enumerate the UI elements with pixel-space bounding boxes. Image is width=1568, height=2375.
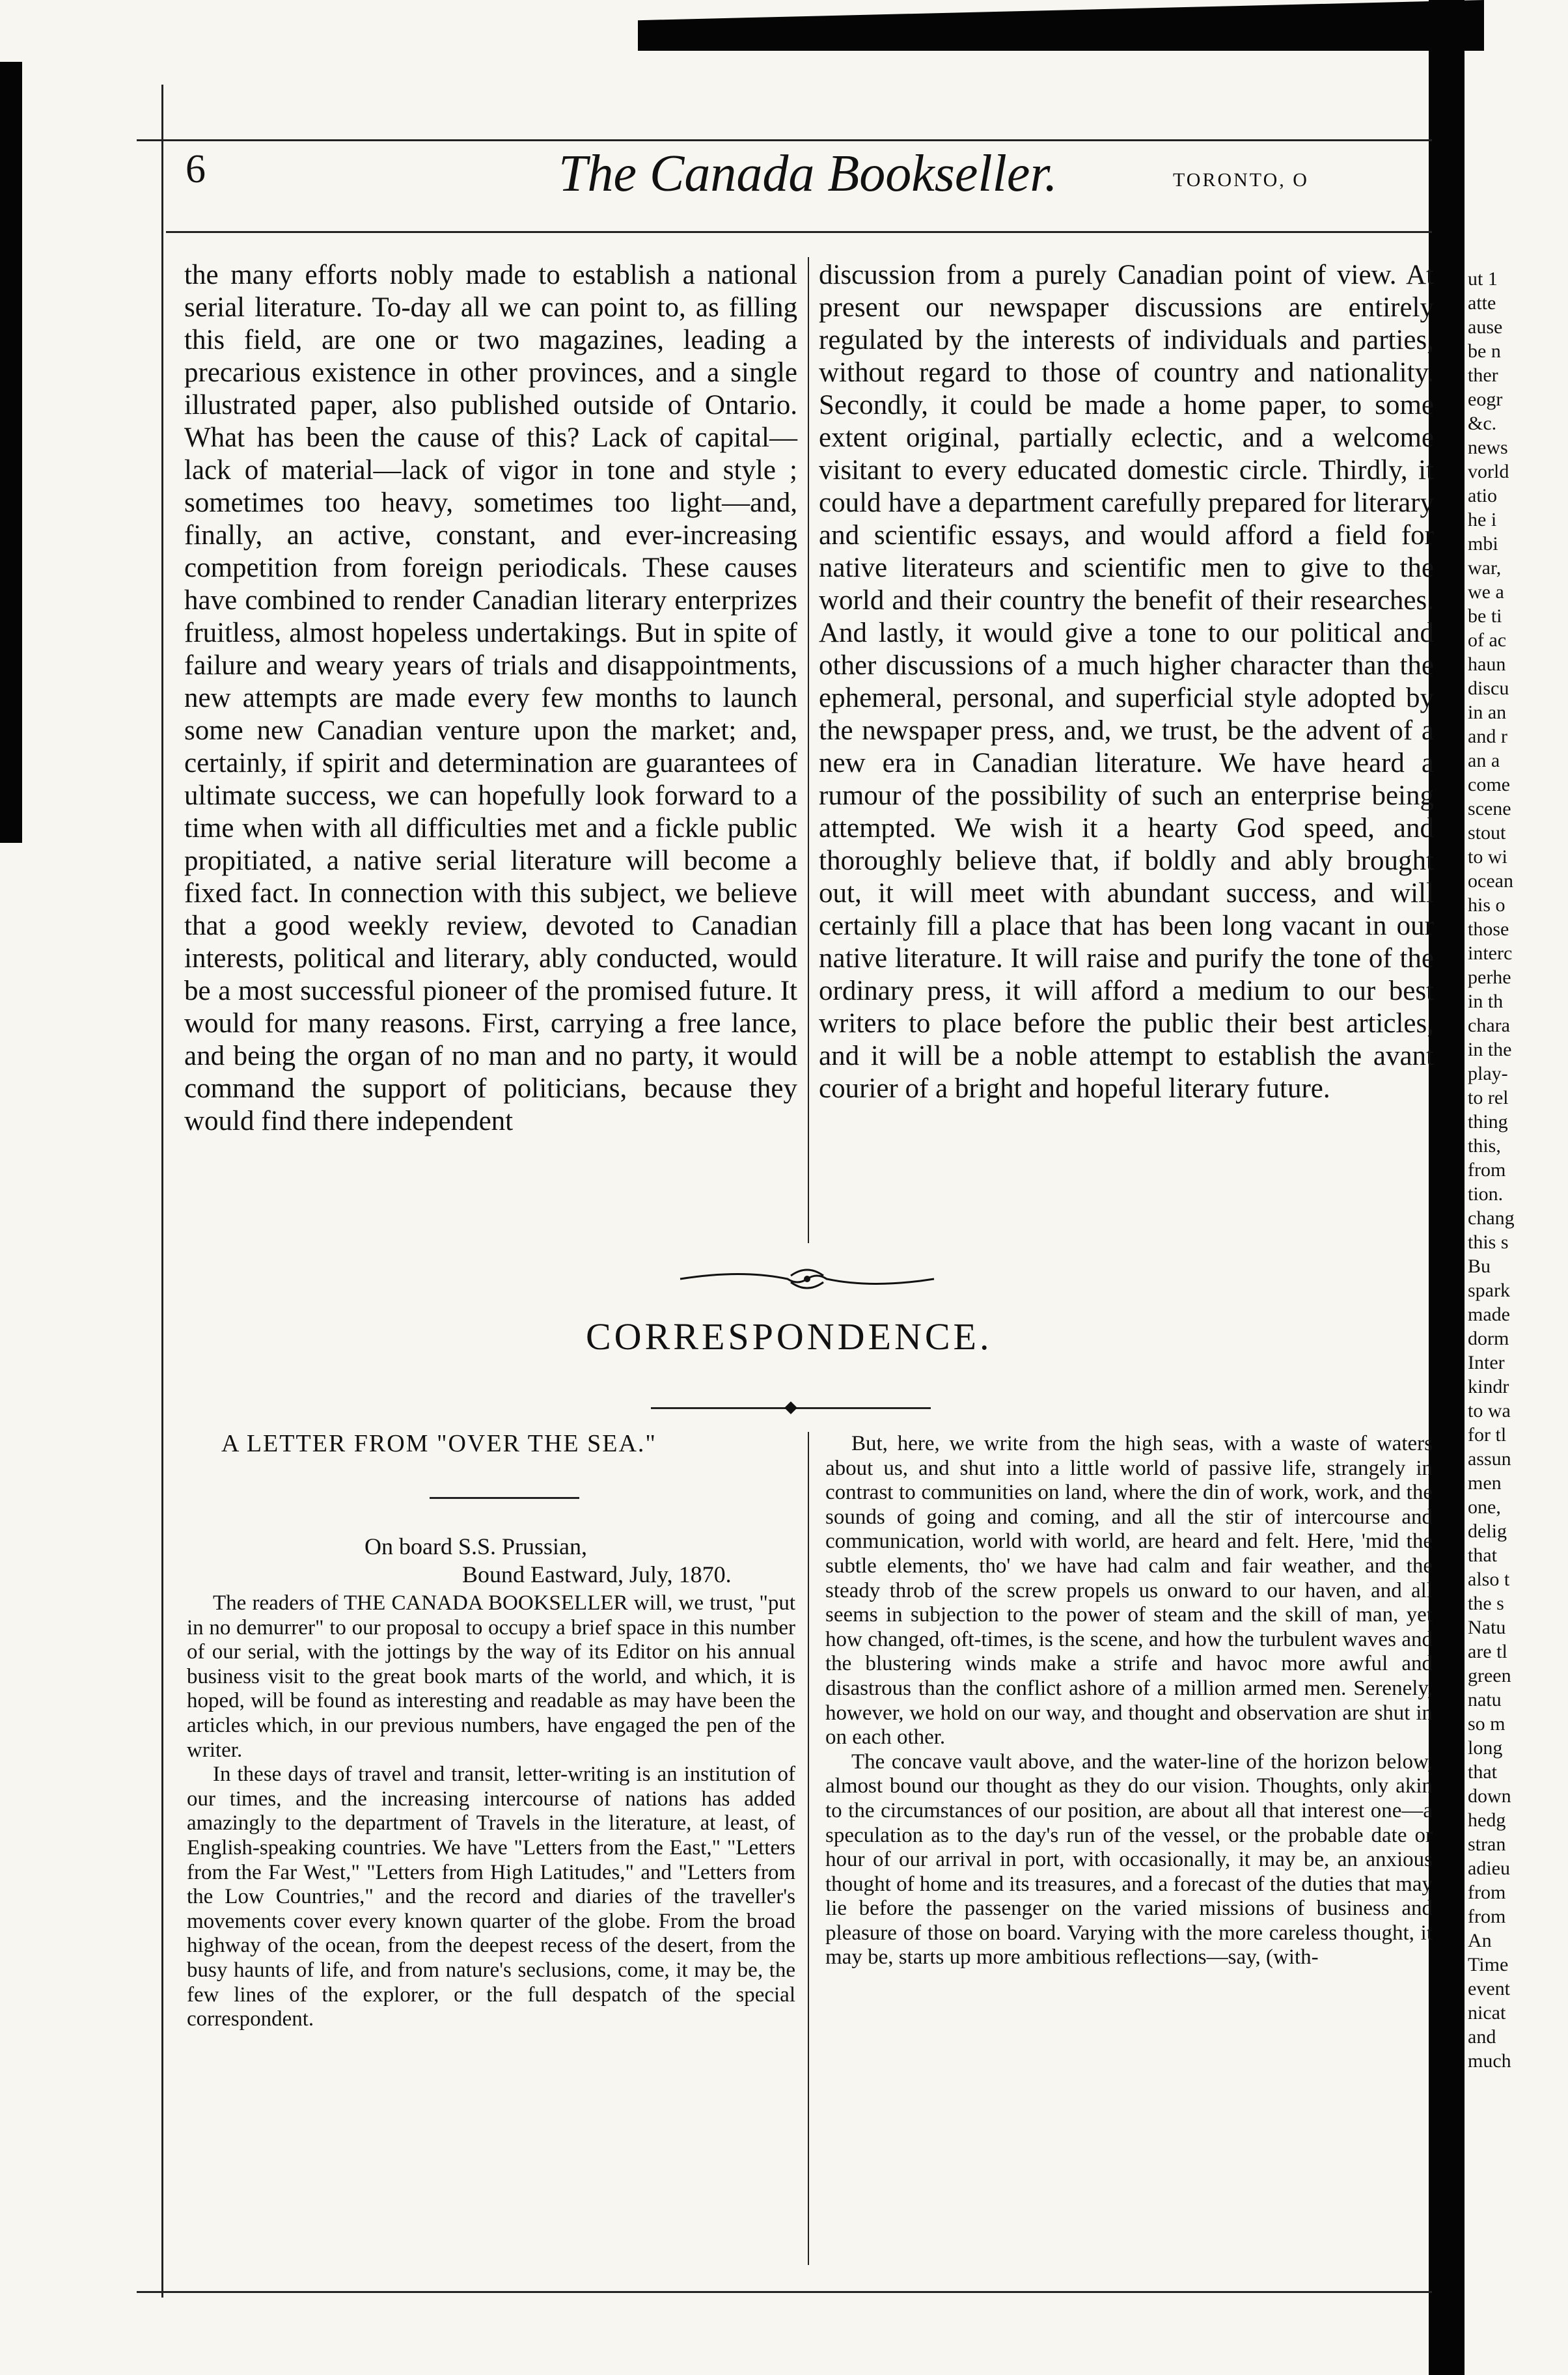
adjacent-page-fragment: in an: [1468, 702, 1507, 723]
adjacent-page-fragment: An: [1468, 1930, 1492, 1951]
adjacent-page-fragment: assun: [1468, 1448, 1511, 1470]
journal-title: The Canada Bookseller.: [558, 145, 1058, 202]
adjacent-page-fragment: vorld: [1468, 461, 1509, 482]
dateline-date: Bound Eastward, July, 1870.: [462, 1561, 732, 1587]
scan-left-bar: [0, 62, 22, 843]
letter-paragraph: In these days of travel and transit, letter-writing is an institution of our times, and the increasing intercourse of nations has added amazingly to the department of Travels in the literature, at least, of English-speaking countries. We have "Letters from the East," "Letters from the Far West," "Letters from High Latitudes," and "Letters from the Low Countries," and the record and diaries of the traveller's movements cover every known quarter of the globe. From the broad highway of the ocean, from the deepest recess of the desert, from the busy haunts of life, and from nature's seclusions, come, it may be, the few lines of the explorer, or the full despatch of the special correspondent.: [187, 1763, 795, 2031]
editorial-right-column: [819, 259, 1434, 1105]
adjacent-page-fragment: delig: [1468, 1520, 1507, 1542]
adjacent-page-fragment: nicat: [1468, 2002, 1506, 2024]
editorial-right-text: discussion from a purely Canadian point of view. At present our newspaper discussions are entirely regulated by the interests of individuals and parties, without regard to those of country and nationality. Secondly, it could be made a home paper, to some extent original, partially eclectic, and a welcome visitant to every educated domestic circle. Thirdly, it could have a department carefully prepared for literary and scientific essays, and would afford a field for native literateurs and scientific men to give to the world and their country the benefit of their researches. And lastly, it would give a tone to our political and other discussions of a much higher character than the ephemeral, personal, and superficial style adopted by the newspaper press, and, we trust, be the advent of a new era in Canadian literature. We have heard a rumour of the possibility of such an enterprise being attempted. We wish it a hearty God speed, and thoroughly believe that, if boldly and ably brought out, it will meet with abundant success, and will certainly fill a place that has been long vacant in our native literature. It will raise and purify the tone of the ordinary press, it will afford a medium to our best writers to place before the public their best articles, and it will be a noble attempt to establish the avant courier of a bright and hopeful literary future.: [819, 260, 1434, 1104]
adjacent-page-fragment: this,: [1468, 1135, 1501, 1157]
adjacent-page-fragment: his o: [1468, 894, 1506, 916]
adjacent-page-fragment: perhe: [1468, 967, 1511, 988]
section-rule-diamond: [784, 1401, 797, 1414]
adjacent-page-fragment: mbi: [1468, 533, 1498, 555]
adjacent-page-fragment: to rel: [1468, 1087, 1509, 1108]
adjacent-page-fragment: for tl: [1468, 1424, 1507, 1446]
adjacent-page-fragment: from: [1468, 1159, 1506, 1181]
adjacent-page-fragment: atte: [1468, 292, 1496, 314]
adjacent-page-fragment: interc: [1468, 942, 1513, 964]
adjacent-page-fragment: event: [1468, 1978, 1510, 1999]
adjacent-page-fragment: ause: [1468, 316, 1503, 338]
adjacent-page-fragment: so m: [1468, 1713, 1506, 1735]
adjacent-page-fragment: we a: [1468, 581, 1504, 603]
column-divider-bottom: [808, 1432, 809, 2265]
letter-paragraph: The concave vault above, and the water-line of the horizon below, almost bound our thought as they do our vision. Thoughts, only akin to the circumstances of our position, are about all that interest one—a speculation as to the day's run of the vessel, or the probable date or hour of our arrival in port, with occasionally, it may be, an anxious thought of home and its treasures, and a forecast of the duties that may lie before the passenger on the varied missions of business and pleasure of those on board. Varying with the more careless thought, it may be, starts up more ambitious reflections—say, (with-: [825, 1750, 1433, 1970]
adjacent-page-fragment: stran: [1468, 1833, 1506, 1855]
adjacent-page-fragment: in th: [1468, 991, 1504, 1012]
adjacent-page-fragment: natu: [1468, 1689, 1502, 1710]
adjacent-page-fragment: scene: [1468, 798, 1511, 819]
adjacent-page-fragment: Inter: [1468, 1352, 1505, 1373]
section-title: CORRESPONDENCE.: [586, 1315, 993, 1358]
adjacent-page-fragment: he i: [1468, 509, 1497, 530]
adjacent-page-fragment: men: [1468, 1472, 1502, 1494]
footer-rule: [137, 2291, 1432, 2293]
adjacent-page-fragment: tion.: [1468, 1183, 1504, 1205]
adjacent-page-fragment: made: [1468, 1304, 1510, 1325]
adjacent-page-fragment: ut 1: [1468, 268, 1498, 290]
adjacent-page-fragment: war,: [1468, 557, 1502, 579]
letter-paragraph: The readers of THE CANADA BOOKSELLER will, we trust, "put in no demurrer" to our proposal to occupy a brief space in this number of our serial, with the jottings by the way of its Editor on his annual business visit to the great book marts of the world, and which, it is hoped, will be found as interesting and readable as may have been the articles which, in our previous numbers, have engaged the pen of the writer.: [187, 1591, 795, 1762]
letter-title: A LETTER FROM "OVER THE SEA.": [221, 1430, 657, 1457]
adjacent-page-fragment: chara: [1468, 1015, 1510, 1036]
adjacent-page-fragment: down: [1468, 1785, 1511, 1807]
adjacent-page-fragment: thing: [1468, 1111, 1508, 1133]
adjacent-page-fragment: stout: [1468, 822, 1506, 844]
adjacent-page-fragment: of ac: [1468, 629, 1507, 651]
adjacent-page-fragment: an a: [1468, 750, 1500, 771]
scan-right-bar: [1429, 0, 1465, 2375]
adjacent-page-fragment: this s: [1468, 1231, 1509, 1253]
running-head-right: TORONTO, O: [1173, 169, 1309, 191]
adjacent-page-fragment: haun: [1468, 653, 1506, 675]
adjacent-page-fragment: come: [1468, 774, 1510, 795]
adjacent-page-fragment: Natu: [1468, 1617, 1506, 1638]
page-number: 6: [186, 147, 206, 191]
adjacent-page-fragment: also t: [1468, 1569, 1510, 1590]
dateline-ship: On board S.S. Prussian,: [364, 1533, 588, 1559]
adjacent-page-fragment: those: [1468, 918, 1509, 940]
page-left-border: [161, 85, 163, 2298]
adjacent-page-fragment: and r: [1468, 726, 1507, 747]
editorial-left-column: [184, 259, 797, 1138]
adjacent-page-fragment: Time: [1468, 1954, 1509, 1975]
adjacent-page-fragment: ocean: [1468, 870, 1513, 892]
adjacent-page-fragment: Bu: [1468, 1256, 1491, 1277]
adjacent-page-fragment: dorm: [1468, 1328, 1509, 1349]
adjacent-page-fragment: news: [1468, 437, 1508, 458]
letter-paragraph: But, here, we write from the high seas, with a waste of waters about us, and shut into a little world of passive life, strangely in contrast to communities on land, where the din of work, work, and the sounds of going and coming, and all the stir of intercourse and communication, world with world, are heard and felt. Here, 'mid the subtle elements, tho' we have had calm and fair weather, and the steady throb of the screw propels us onward to our haven, and all seems in subjection to the power of steam and the skill of man, yet how changed, oft-times, is the scene, and how the turbulent waves and the blustering winds make a strife and havoc more awful and disastrous than the conflict ashore of a million armed men. Serenely, however, we hold on our way, and thought and observation are shut in on each other.: [825, 1432, 1433, 1750]
adjacent-page-fragment: long: [1468, 1737, 1503, 1759]
adjacent-page-fragment: be n: [1468, 340, 1501, 362]
adjacent-page-column: [1468, 267, 1565, 2073]
adjacent-page-fragment: kindr: [1468, 1376, 1509, 1397]
adjacent-page-fragment: hedg: [1468, 1809, 1506, 1831]
adjacent-page-fragment: from: [1468, 1906, 1506, 1927]
adjacent-page-fragment: &c.: [1468, 413, 1497, 434]
adjacent-page-fragment: and: [1468, 2026, 1496, 2048]
adjacent-page-fragment: one,: [1468, 1496, 1501, 1518]
adjacent-page-fragment: play-: [1468, 1063, 1508, 1084]
adjacent-page-fragment: eogr: [1468, 389, 1503, 410]
adjacent-page-fragment: to wi: [1468, 846, 1507, 868]
adjacent-page-fragment: chang: [1468, 1207, 1515, 1229]
letter-right-column: [825, 1432, 1433, 1970]
adjacent-page-fragment: ther: [1468, 364, 1498, 386]
scan-top-bar: [638, 0, 1484, 51]
adjacent-page-fragment: that: [1468, 1544, 1497, 1566]
flourish-ornament: [677, 1263, 937, 1295]
header-rule-bottom: [166, 231, 1432, 233]
adjacent-page-fragment: that: [1468, 1761, 1497, 1783]
adjacent-page-fragment: to wa: [1468, 1400, 1511, 1421]
header-rule-top: [137, 139, 1432, 141]
adjacent-page-fragment: much: [1468, 2050, 1511, 2072]
column-divider-top: [808, 257, 809, 1243]
editorial-left-text: the many efforts nobly made to establish a national serial literature. To-day all we can point to, as filling this field, are one or two magazines, leading a precarious existence in other provinces, and a single illustrated paper, also published outside of Ontario. What has been the cause of this? Lack of capital—lack of material—lack of vigor in tone and style ; sometimes too heavy, sometimes too light—and, finally, an active, constant, and ever-increasing competition from foreign periodicals. These causes have combined to render Canadian literary enterprizes fruitless, almost hopeless undertakings. But in spite of failure and weary years of trials and disappointments, new attempts are made every few months to launch some new Canadian venture upon the market; and, certainly, if spirit and determination are guarantees of ultimate success, we can hopefully look forward to a time when with all difficulties met and a fickle public propitiated, a native serial literature will become a fixed fact. In connection with this subject, we believe that a good weekly review, devoted to Canadian interests, political and literary, ably conducted, would be a most successful pioneer of the promised future. It would for many reasons. First, carrying a free lance, and being the organ of no man and no party, it would command the support of politicians, because they would find there independent: [184, 260, 797, 1136]
adjacent-page-fragment: be ti: [1468, 605, 1502, 627]
adjacent-page-fragment: adieu: [1468, 1858, 1510, 1879]
adjacent-page-fragment: spark: [1468, 1280, 1510, 1301]
adjacent-page-fragment: discu: [1468, 678, 1509, 699]
adjacent-page-fragment: green: [1468, 1665, 1511, 1686]
adjacent-page-fragment: atio: [1468, 485, 1497, 506]
adjacent-page-fragment: the s: [1468, 1593, 1504, 1614]
letter-title-rule: [430, 1497, 579, 1499]
adjacent-page-fragment: are tl: [1468, 1641, 1507, 1662]
letter-left-column: [187, 1591, 795, 2032]
adjacent-page-fragment: from: [1468, 1882, 1506, 1903]
adjacent-page-fragment: in the: [1468, 1039, 1512, 1060]
